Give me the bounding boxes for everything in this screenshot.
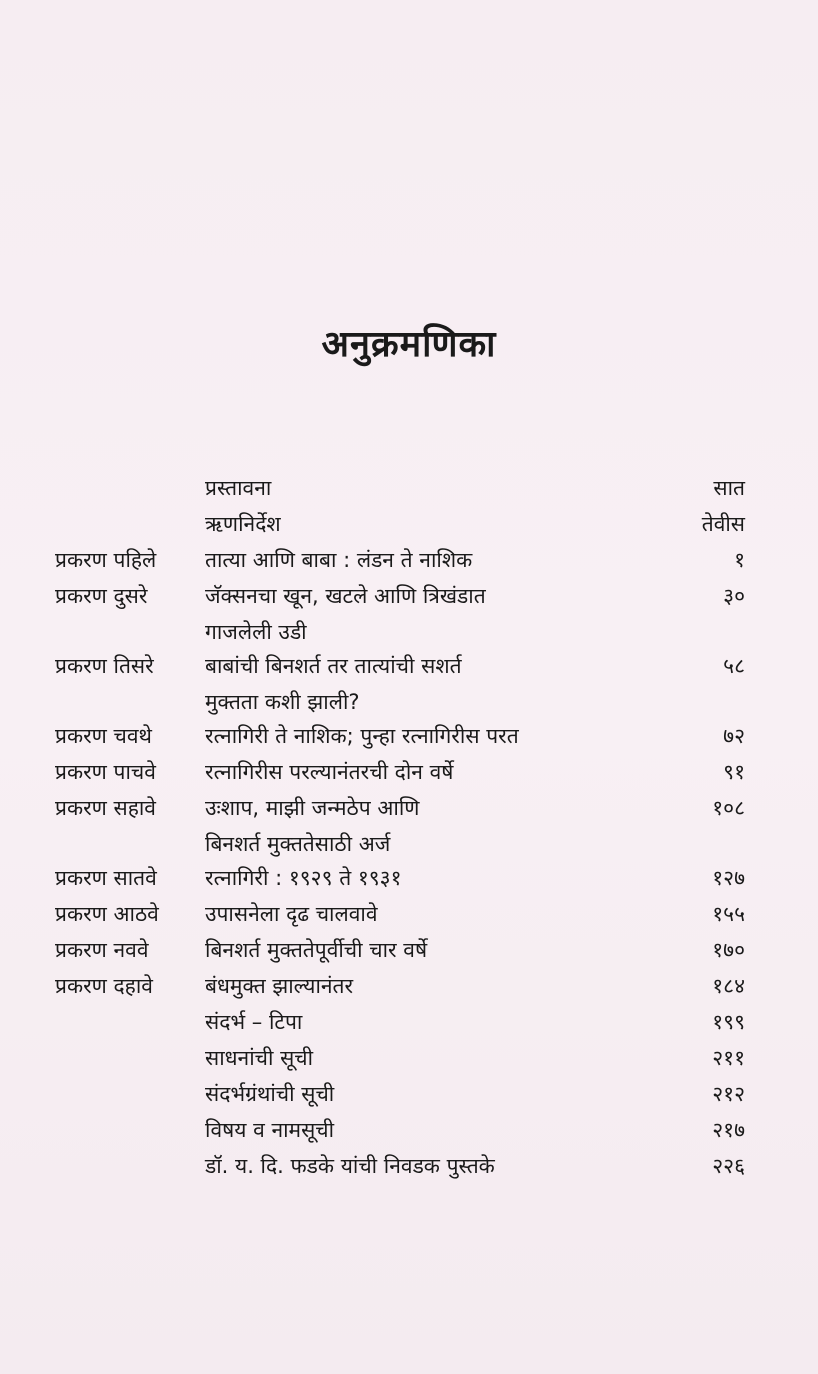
toc-row — [55, 614, 745, 648]
page-number: ५८ — [723, 654, 745, 678]
chapter-label: प्रकरण सहावे — [55, 796, 156, 820]
toc-row — [55, 1112, 745, 1148]
page-number: ७२ — [723, 724, 745, 748]
page-number: १९९ — [712, 1010, 745, 1034]
chapter-label: प्रकरण नववे — [55, 938, 149, 962]
toc-row — [55, 790, 745, 826]
page-number: १०८ — [712, 796, 745, 820]
toc-row — [55, 1076, 745, 1112]
chapter-label: प्रकरण दुसरे — [55, 584, 148, 608]
chapter-title: तात्या आणि बाबा : लंडन ते नाशिक — [205, 548, 473, 572]
toc-row — [55, 826, 745, 860]
chapter-title: रत्नागिरी : १९२९ ते १९३१ — [205, 866, 402, 890]
page-number: १८४ — [712, 974, 745, 998]
toc-row — [55, 1040, 745, 1076]
chapter-title: रत्नागिरीस परल्यानंतरची दोन वर्षे — [205, 760, 454, 784]
toc-row — [55, 506, 745, 542]
page-number: १२७ — [712, 866, 745, 890]
chapter-title-continued: गाजलेली उडी — [205, 620, 307, 644]
page-number: २२६ — [712, 1154, 745, 1178]
page-number: १५५ — [712, 902, 745, 926]
toc-row — [55, 932, 745, 968]
chapter-title: साधनांची सूची — [205, 1046, 314, 1070]
chapter-title: जॅक्सनचा खून, खटले आणि त्रिखंडात — [205, 584, 486, 608]
toc-row — [55, 648, 745, 684]
table-of-contents — [55, 470, 745, 1184]
chapter-label: प्रकरण पहिले — [55, 548, 157, 572]
page-number: २११ — [712, 1046, 745, 1070]
chapter-label: प्रकरण पाचवे — [55, 760, 156, 784]
chapter-title: ऋणनिर्देश — [205, 512, 281, 536]
chapter-title: डॉ. य. दि. फडके यांची निवडक पुस्तके — [205, 1154, 495, 1178]
chapter-title: प्रस्तावना — [205, 476, 272, 500]
chapter-title: बंधमुक्त झाल्यानंतर — [205, 974, 354, 998]
chapter-title: विषय व नामसूची — [205, 1118, 335, 1142]
chapter-title: संदर्भग्रंथांची सूची — [205, 1082, 335, 1106]
toc-row — [55, 1148, 745, 1184]
chapter-title: उपासनेला दृढ चालवावे — [205, 902, 378, 926]
chapter-label: प्रकरण सातवे — [55, 866, 157, 890]
toc-row — [55, 1004, 745, 1040]
page-number: सात — [713, 476, 745, 500]
toc-row — [55, 754, 745, 790]
chapter-label: प्रकरण आठवे — [55, 902, 159, 926]
chapter-title: बिनशर्त मुक्ततेपूर्वीची चार वर्षे — [205, 938, 428, 962]
page-number: २१७ — [712, 1118, 745, 1142]
toc-row — [55, 470, 745, 506]
chapter-title-continued: बिनशर्त मुक्ततेसाठी अर्ज — [205, 832, 391, 856]
chapter-label: प्रकरण दहावे — [55, 974, 153, 998]
page-number: तेवीस — [701, 512, 745, 536]
chapter-title: संदर्भ – टिपा — [205, 1010, 303, 1034]
page-number: १ — [734, 548, 745, 572]
page-title: अनुक्रमणिका — [321, 324, 497, 365]
chapter-title: उःशाप, माझी जन्मठेप आणि — [205, 796, 420, 820]
toc-row — [55, 684, 745, 718]
chapter-label: प्रकरण तिसरे — [55, 654, 154, 678]
page-number: ३० — [723, 584, 745, 608]
toc-row — [55, 860, 745, 896]
page-number: २१२ — [712, 1082, 745, 1106]
chapter-label: प्रकरण चवथे — [55, 724, 152, 748]
chapter-title: बाबांची बिनशर्त तर तात्यांची सशर्त — [205, 654, 462, 678]
toc-row — [55, 968, 745, 1004]
toc-row — [55, 718, 745, 754]
chapter-title-continued: मुक्तता कशी झाली? — [205, 690, 360, 714]
toc-row — [55, 542, 745, 578]
page-number: १७० — [712, 938, 745, 962]
page-number: ९१ — [723, 760, 745, 784]
toc-row — [55, 896, 745, 932]
toc-row — [55, 578, 745, 614]
chapter-title: रत्नागिरी ते नाशिक; पुन्हा रत्नागिरीस परत — [205, 724, 519, 748]
